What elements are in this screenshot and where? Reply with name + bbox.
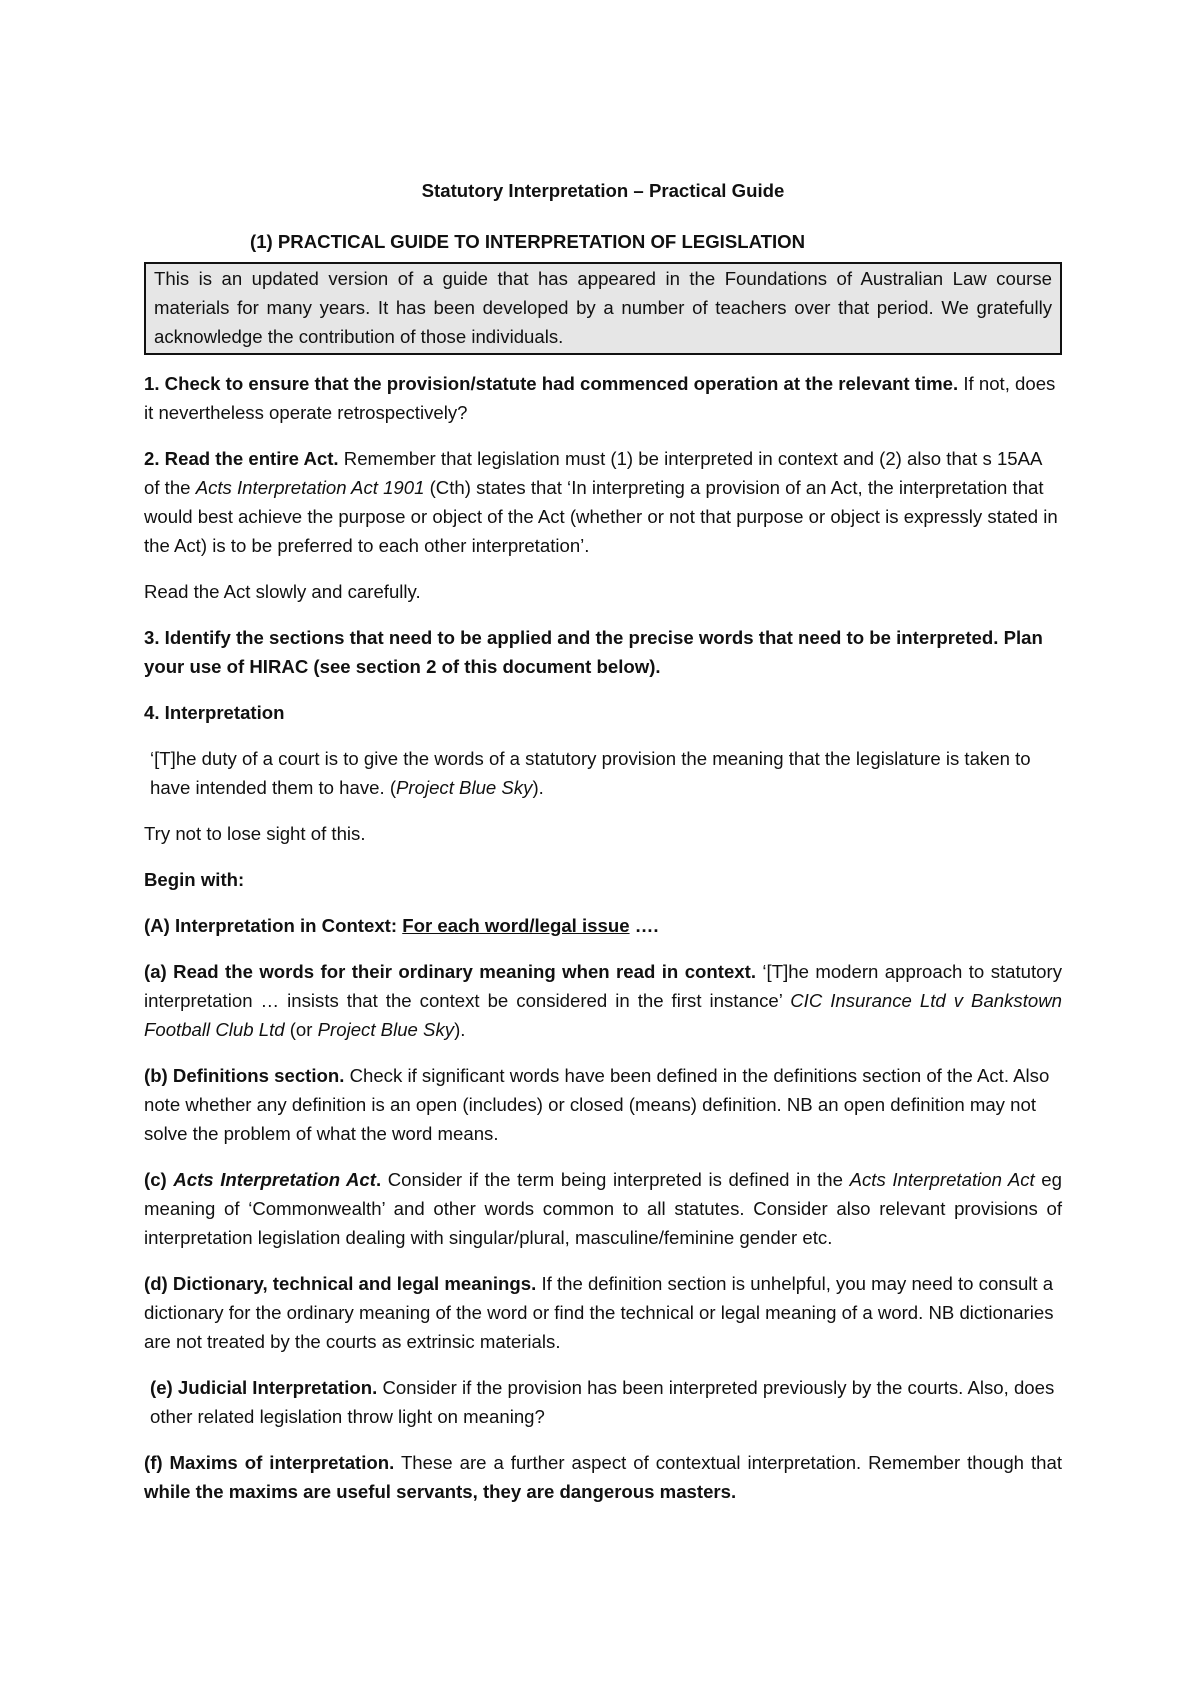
step-2-text-a: Remember that legislation must (1) be interpreted in context and (2) also that s 15AA of the xyxy=(144,448,1042,498)
item-e-heading: (e) Judicial Interpretation. xyxy=(150,1377,378,1398)
item-b-paragraph xyxy=(144,1061,1062,1148)
item-a-text-b: (or xyxy=(284,1019,318,1040)
step-4-heading: 4. Interpretation xyxy=(144,702,285,723)
step-1-paragraph xyxy=(144,369,1062,427)
duty-quote-end: ). xyxy=(532,777,544,798)
item-c-paragraph xyxy=(144,1165,1062,1252)
item-f-text: These are a further aspect of contextual interpretation. Remember though that xyxy=(394,1452,1062,1473)
item-b-text: Check if significant words have been defined in the definitions section of the Act. Also note whether any definition is an open (includes) or closed (means) definition. NB an open definition may not solve the problem of what the word means. xyxy=(144,1065,1050,1144)
begin-with-paragraph xyxy=(144,865,1062,894)
item-f-heading: (f) Maxims of interpretation. xyxy=(144,1452,395,1473)
item-c-act-name: Acts Interpretation Act xyxy=(849,1169,1035,1190)
duty-quote-paragraph xyxy=(144,744,1062,802)
item-a-heading: (a) Read the words for their ordinary meaning when read in context. xyxy=(144,961,756,982)
item-c-text-b: eg meaning of ‘Commonwealth’ and other words common to all statutes. Consider also relevant provisions of interpretation legislation dealing with singular/plural, masculine/feminine gender etc. xyxy=(144,1169,1062,1248)
acknowledgement-box: This is an updated version of a guide that has appeared in the Foundations of Australian Law course materials for many years. It has been developed by a number of teachers over that period. We gratefully acknowledge the contribution of those individuals. xyxy=(144,262,1062,355)
step-2-act-name: Acts Interpretation Act 1901 xyxy=(195,477,425,498)
step-1-heading: 1. Check to ensure that the provision/statute had commenced operation at the relevant time. xyxy=(144,373,959,394)
item-a-paragraph xyxy=(144,957,1062,1044)
duty-quote-case: Project Blue Sky xyxy=(396,777,533,798)
section-a-heading xyxy=(144,915,659,936)
item-b-heading: (b) Definitions section. xyxy=(144,1065,345,1086)
section-a-label: (A) Interpretation in Context: xyxy=(144,915,403,936)
item-c-prefix: (c) xyxy=(144,1169,174,1190)
item-e-text: Consider if the provision has been interpreted previously by the courts. Also, does other related legislation throw light on meaning? xyxy=(150,1377,1055,1427)
section-a-ellipsis: …. xyxy=(629,915,659,936)
begin-with-label: Begin with: xyxy=(144,869,245,890)
item-f-paragraph xyxy=(144,1448,1062,1506)
duty-quote-text: ‘[T]he duty of a court is to give the words of a statutory provision the meaning that the legislature is taken to have intended them to have. ( xyxy=(150,748,1031,798)
item-c-heading xyxy=(144,1169,381,1190)
step-2-paragraph xyxy=(144,444,1062,560)
item-d-text: If the definition section is unhelpful, you may need to consult a dictionary for the ordinary meaning of the word or find the technical or legal meaning of a word. NB dictionaries are not treated by the courts as extrinsic materials. xyxy=(144,1273,1054,1352)
try-not-paragraph: Try not to lose sight of this. xyxy=(144,823,366,844)
item-a-case-1: CIC Insurance Ltd v Bankstown Football Club Ltd xyxy=(144,990,1062,1040)
section-a-underlined: For each word/legal issue xyxy=(402,915,630,936)
step-2-text-b: (Cth) states that ‘In interpreting a provision of an Act, the interpretation that would best achieve the purpose or object of the Act (whether or not that purpose or object is expressly stated in the Act) is to be preferred to each other interpretation’. xyxy=(144,477,1058,556)
item-a-case-2: Project Blue Sky xyxy=(317,1019,455,1040)
document-page xyxy=(144,176,1062,1523)
document-title: Statutory Interpretation – Practical Guide xyxy=(421,180,785,201)
section-heading: (1) PRACTICAL GUIDE TO INTERPRETATION OF LEGISLATION xyxy=(250,231,806,252)
section-a-paragraph xyxy=(144,911,1062,940)
step-4-paragraph xyxy=(144,698,1062,727)
step-3-paragraph xyxy=(144,623,1062,681)
item-c-suffix: . xyxy=(375,1169,382,1190)
item-d-heading: (d) Dictionary, technical and legal meanings. xyxy=(144,1273,537,1294)
item-a-text-c: ). xyxy=(454,1019,466,1040)
step-1-text: If not, does it nevertheless operate retrospectively? xyxy=(144,373,1056,423)
item-f-bold-end: while the maxims are useful servants, they are dangerous masters. xyxy=(144,1481,737,1502)
step-2-heading: 2. Read the entire Act. xyxy=(144,448,339,469)
item-c-act-title: Acts Interpretation Act xyxy=(173,1169,376,1190)
item-c-text-a: Consider if the term being interpreted is defined in the xyxy=(381,1169,850,1190)
step-3-heading: 3. Identify the sections that need to be applied and the precise words that need to be interpreted. Plan your use of HIRAC (see section 2 of this document below). xyxy=(144,627,1043,677)
item-d-paragraph xyxy=(144,1269,1062,1356)
read-slowly-paragraph: Read the Act slowly and carefully. xyxy=(144,581,421,602)
item-a-text: ‘[T]he modern approach to statutory interpretation … insists that the context be considered in the first instance’ xyxy=(144,961,1062,1011)
item-e-paragraph xyxy=(144,1373,1062,1431)
